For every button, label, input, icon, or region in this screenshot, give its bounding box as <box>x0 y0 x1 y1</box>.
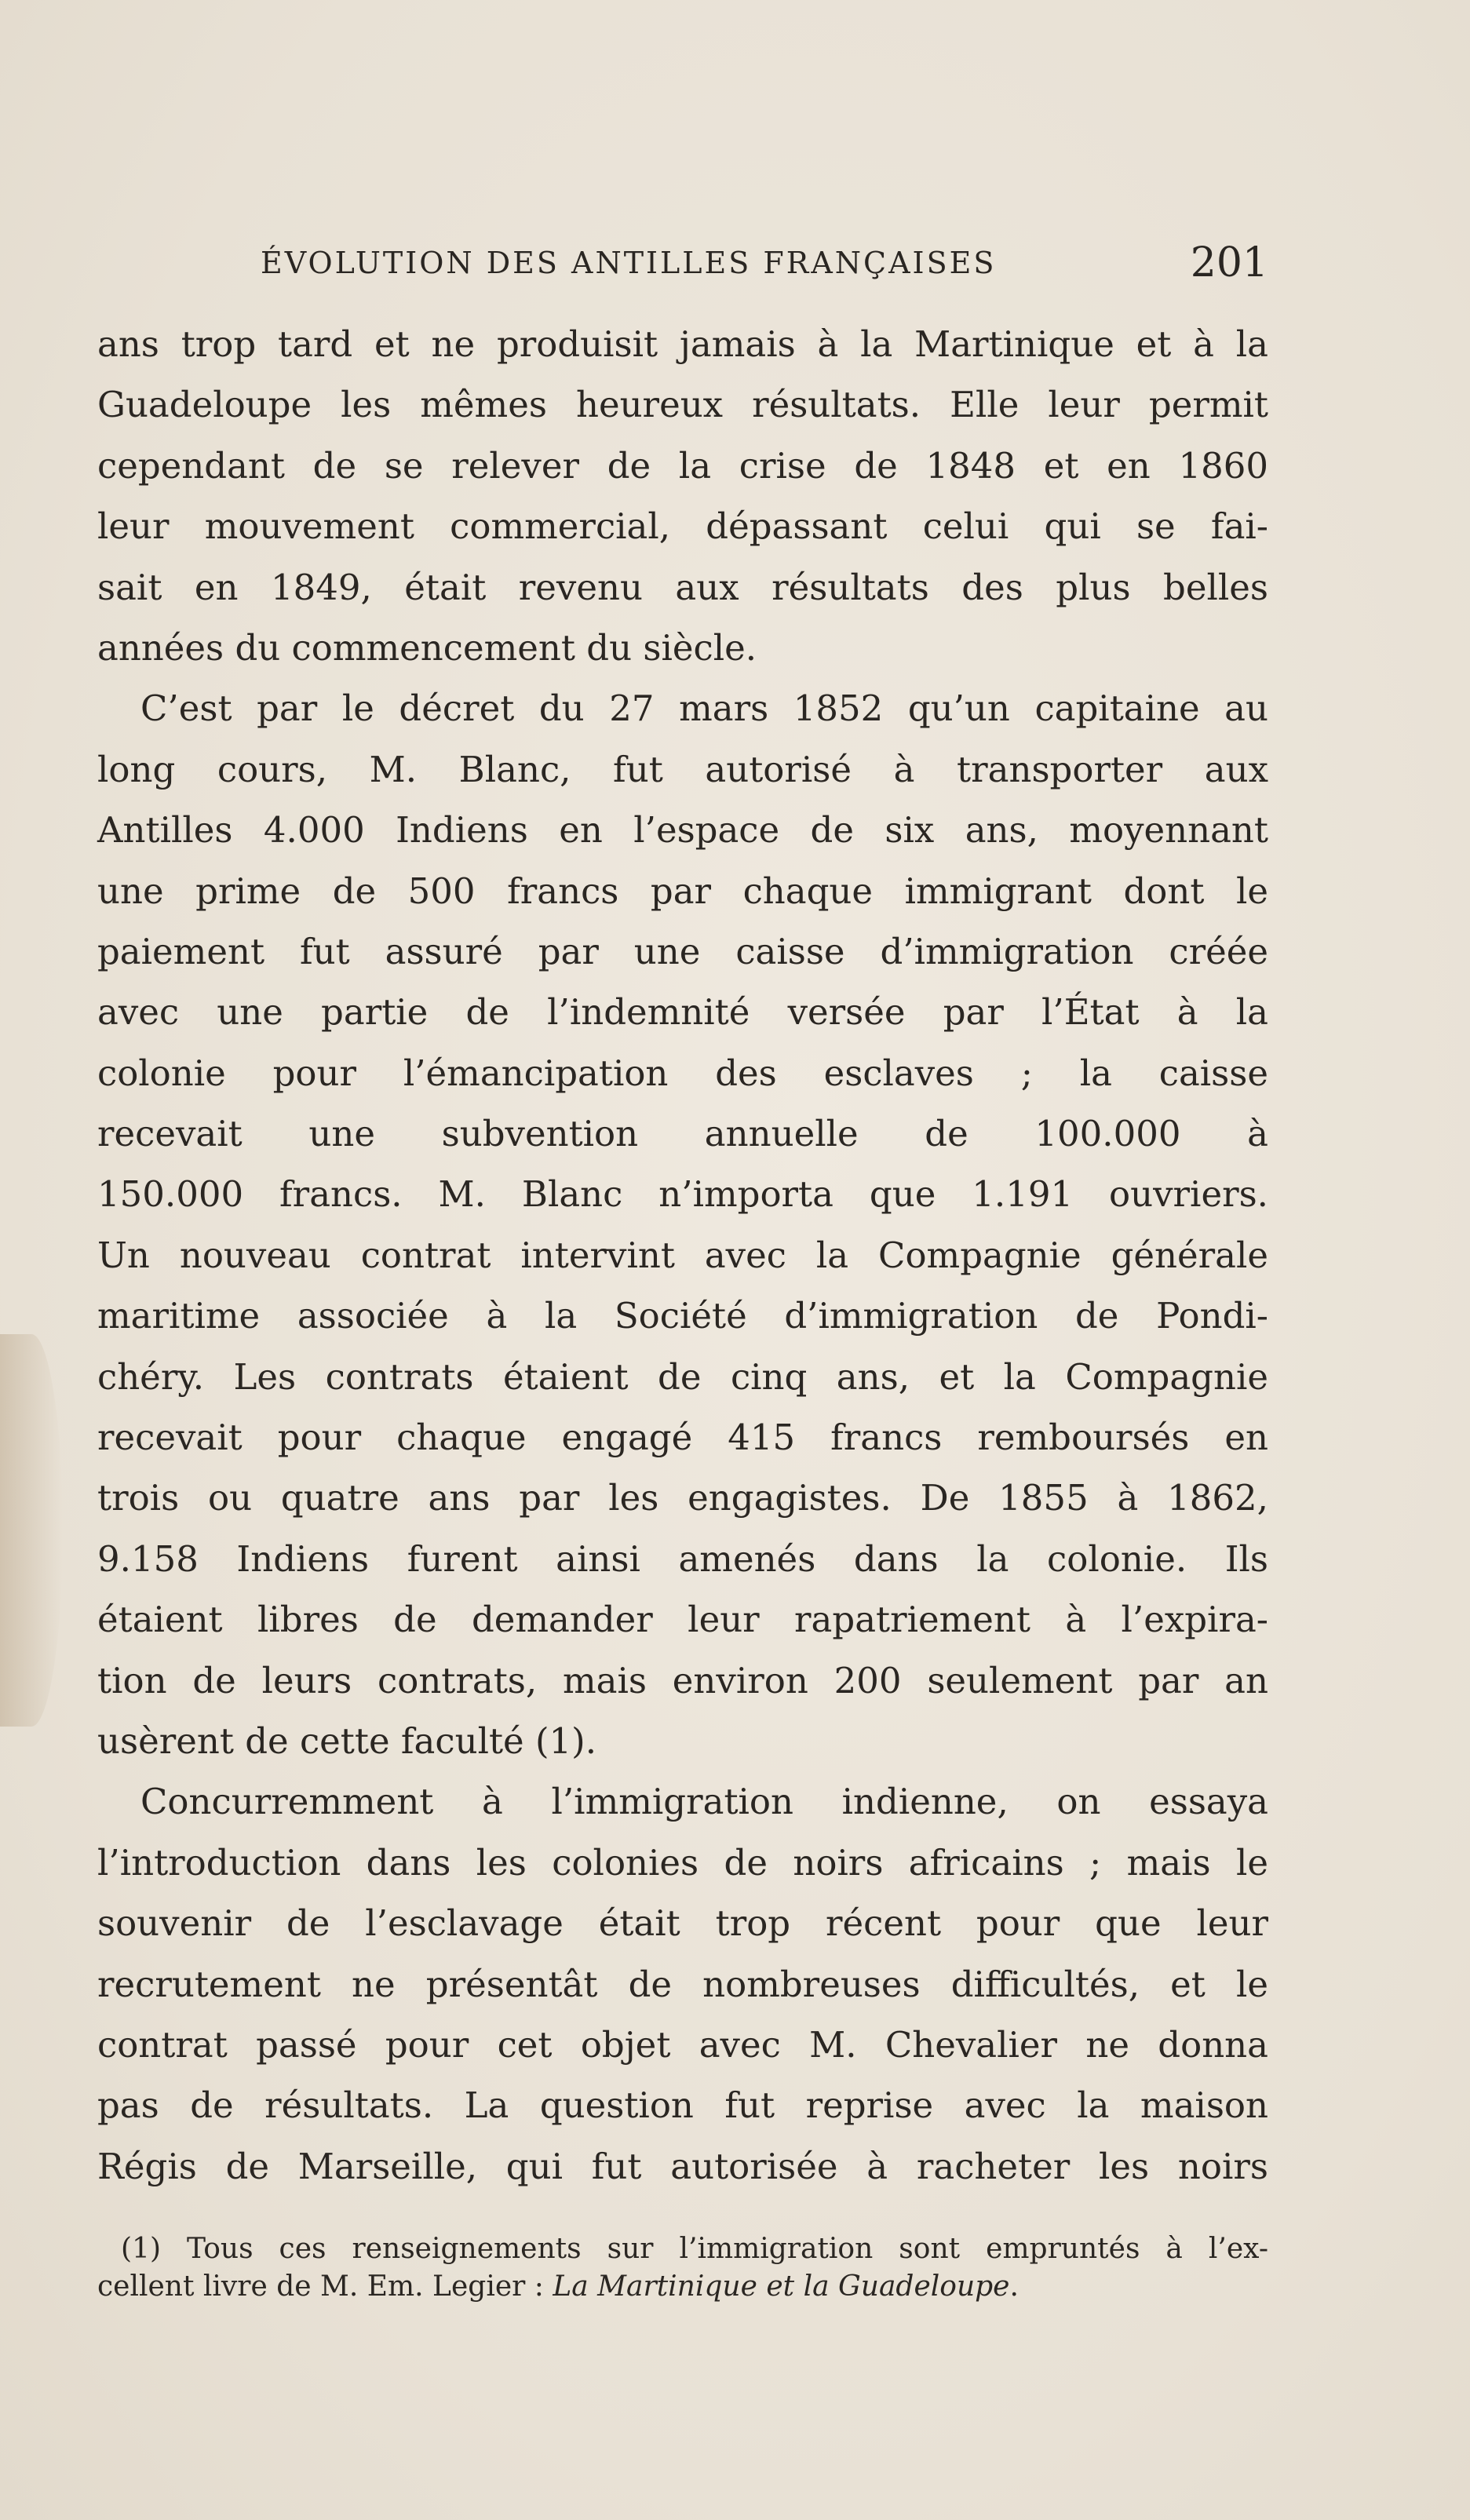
text-line: maritime associée à la Société d’immigration de Pondi- <box>97 1295 1268 1337</box>
text-line: recevait pour chaque engagé 415 francs remboursés en <box>97 1417 1268 1459</box>
text-line: contrat passé pour cet objet avec M. Chevalier ne donna <box>97 2023 1268 2066</box>
footnote-line: (1) Tous ces renseignements sur l’immigration sont empruntés à l’ex- <box>121 2233 1268 2265</box>
text-line: 9.158 Indiens furent ainsi amenés dans la colonie. Ils <box>97 1537 1268 1580</box>
text-line: l’introduction dans les colonies de noirs africains ; mais le <box>97 1841 1268 1884</box>
text-line: usèrent de cette faculté (1). <box>97 1720 597 1762</box>
footnote <box>97 2230 1268 2306</box>
text-line: Un nouveau contrat intervint avec la Compagnie générale <box>97 1234 1268 1276</box>
text-line: tion de leurs contrats, mais environ 200 seulement par an <box>97 1659 1268 1701</box>
text-line: sait en 1849, était revenu aux résultats des plus belles <box>97 566 1268 608</box>
page-header <box>97 239 1268 294</box>
text-line: colonie pour l’émancipation des esclaves ; la caisse <box>97 1052 1268 1094</box>
footnote-line <box>97 2268 1268 2306</box>
text-line: Guadeloupe les mêmes heureux résultats. Elle leur permit <box>97 384 1268 426</box>
text-line: souvenir de l’esclavage était trop récent pour que leur <box>97 1902 1268 1945</box>
body-text <box>97 314 1268 2197</box>
text-line: recevait une subvention annuelle de 100.000 à <box>97 1113 1268 1155</box>
text-line: long cours, M. Blanc, fut autorisé à transporter aux <box>97 748 1268 790</box>
text-line: années du commencement du siècle. <box>97 626 757 669</box>
footnote-period: . <box>1009 2270 1019 2303</box>
book-title: La Martinique et la Guadeloupe <box>553 2270 1010 2303</box>
text-line: ans trop tard et ne produisit jamais à la Martinique et à la <box>97 323 1268 365</box>
text-line: avec une partie de l’indemnité versée par l’État à la <box>97 991 1268 1034</box>
page-number: 201 <box>1190 239 1268 286</box>
text-line: une prime de 500 francs par chaque immigrant dont le <box>97 870 1268 912</box>
page-stain <box>0 1334 63 1727</box>
text-line: C’est par le décret du 27 mars 1852 qu’un capitaine au <box>140 687 1268 730</box>
footnote-text: cellent livre de M. Em. Legier : <box>97 2270 553 2303</box>
text-line: Antilles 4.000 Indiens en l’espace de six ans, moyennant <box>97 809 1268 852</box>
text-line: cependant de se relever de la crise de 1848 et en 1860 <box>97 444 1268 487</box>
text-line: Concurremment à l’immigration indienne, on essaya <box>140 1781 1268 1823</box>
text-line: paiement fut assuré par une caisse d’immigration créée <box>97 930 1268 972</box>
text-line: chéry. Les contrats étaient de cinq ans, et la Compagnie <box>97 1355 1268 1398</box>
text-line: pas de résultats. La question fut reprise avec la maison <box>97 2084 1268 2127</box>
running-head: ÉVOLUTION DES ANTILLES FRANÇAISES <box>261 246 997 280</box>
text-line: 150.000 francs. M. Blanc n’importa que 1.191 ouvriers. <box>97 1173 1268 1216</box>
text-line: leur mouvement commercial, dépassant celui qui se fai- <box>97 505 1268 548</box>
text-line: Régis de Marseille, qui fut autorisée à racheter les noirs <box>97 2145 1268 2187</box>
text-line: recrutement ne présentât de nombreuses difficultés, et le <box>97 1963 1268 2005</box>
text-line: étaient libres de demander leur rapatriement à l’expira- <box>97 1599 1268 1641</box>
text-line: trois ou quatre ans par les engagistes. De 1855 à 1862, <box>97 1477 1268 1519</box>
